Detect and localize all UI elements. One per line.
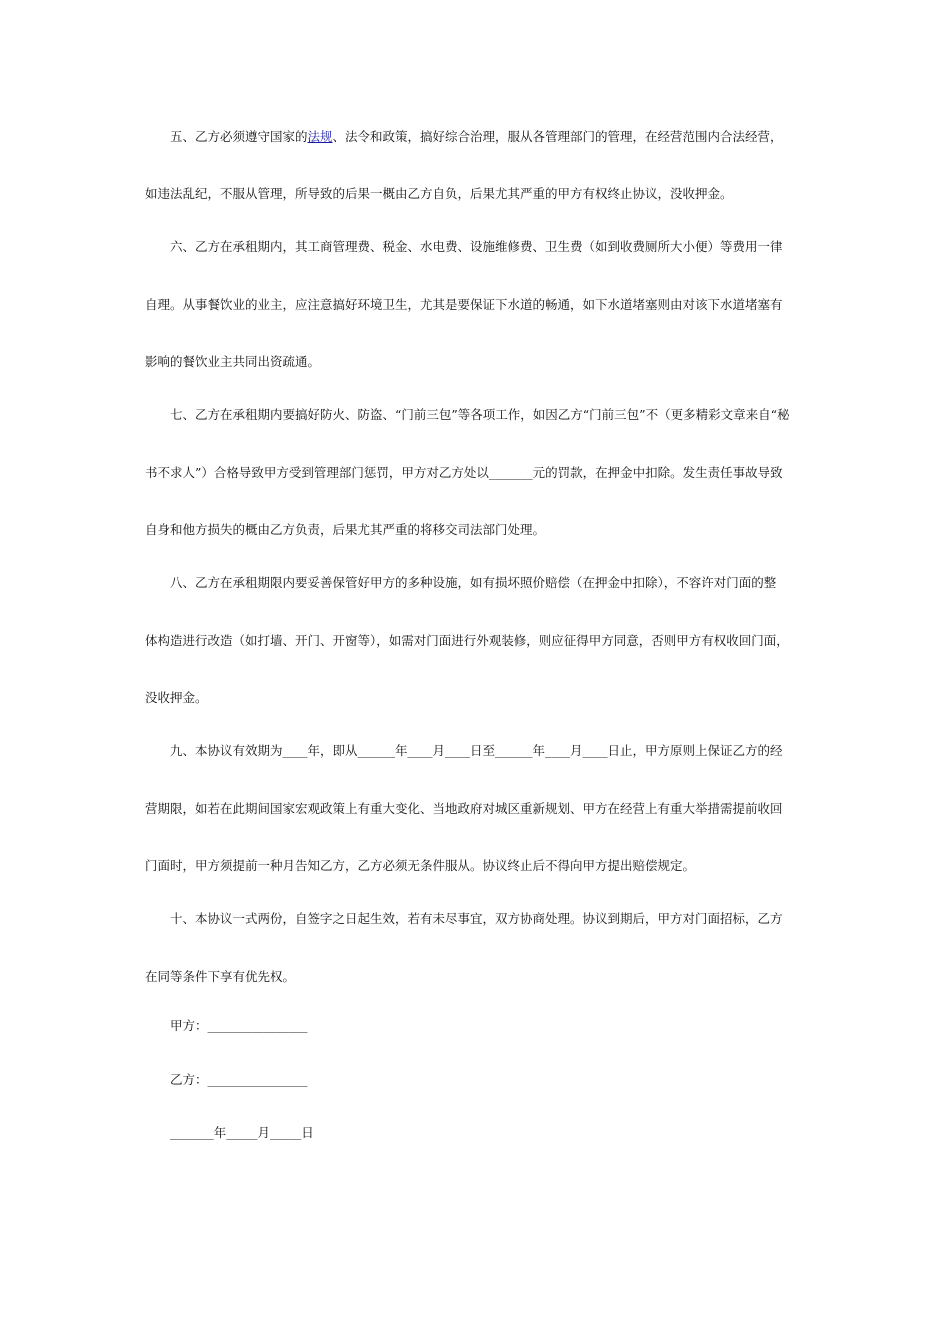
- party-b-signature-line: 乙方：________________: [170, 1072, 308, 1087]
- regulations-link[interactable]: 法规: [307, 129, 333, 144]
- clause-5-line-2: 如违法乱纪，不服从管理，所导致的后果一概由乙方自负，后果尤其严重的甲方有权终止协议，没收押金。: [145, 186, 733, 201]
- clause-10-line-2: 在同等条件下享有优先权。: [145, 969, 296, 984]
- clause-5-text-after: 、法令和政策，搞好综合治理，服从各管理部门的管理，在经营范围内合法经营，: [332, 129, 783, 144]
- clause-8-line-3: 没收押金。: [145, 690, 208, 705]
- clause-10-line-1: 十、本协议一式两份，自签字之日起生效，若有未尽事宜，双方协商处理。协议到期后，甲方对门面招标，乙方: [170, 911, 783, 926]
- clause-9-line-2: 营期限，如若在此期间国家宏观政策上有重大变化、当地政府对城区重新规划、甲方在经营上有重大举措需提前收回: [145, 801, 783, 816]
- clause-5-line-1: [170, 129, 783, 145]
- clause-6-line-1: 六、乙方在承租期内，其工商管理费、税金、水电费、设施维修费、卫生费（如到收费厕所大小便）等费用一律: [170, 239, 783, 254]
- clause-6-line-2: 自理。从事餐饮业的业主，应注意搞好环境卫生，尤其是要保证下水道的畅通，如下水道堵塞则由对该下水道堵塞有: [145, 297, 783, 312]
- clause-7-line-3: 自身和他方损失的概由乙方负责，后果尤其严重的将移交司法部门处理。: [145, 522, 546, 537]
- clause-5-text-before: 五、乙方必须遵守国家的: [170, 129, 308, 144]
- clause-8-line-2: 体构造进行改造（如打墙、开门、开窗等），如需对门面进行外观装修，则应征得甲方同意，否则甲方有权收回门面，: [145, 633, 789, 648]
- clause-8-line-1: 八、乙方在承租期限内要妥善保管好甲方的多种设施，如有损坏照价赔偿（在押金中扣除），不容许对门面的整: [170, 575, 777, 590]
- clause-7-line-2: 书不求人”）合格导致甲方受到管理部门惩罚，甲方对乙方处以_______元的罚款，在押金中扣除。发生责任事故导致: [145, 465, 783, 480]
- clause-9-line-3: 门面时，甲方须提前一种月告知乙方，乙方必须无条件服从。协议终止后不得向甲方提出赔偿规定。: [145, 858, 696, 873]
- clause-6-line-3: 影响的餐饮业主共同出资疏通。: [145, 354, 321, 369]
- party-a-signature-line: 甲方：________________: [170, 1018, 308, 1033]
- clause-7-line-1: 七、乙方在承租期内要搞好防火、防盗、“门前三包”等各项工作，如因乙方“门前三包”不（更多精彩文章来自“秘: [170, 407, 790, 422]
- clause-9-line-1: 九、本协议有效期为____年，即从______年____月____日至______年____月____日止，甲方原则上保证乙方的经: [170, 743, 783, 758]
- signature-date-line: _______年_____月_____日: [170, 1125, 314, 1140]
